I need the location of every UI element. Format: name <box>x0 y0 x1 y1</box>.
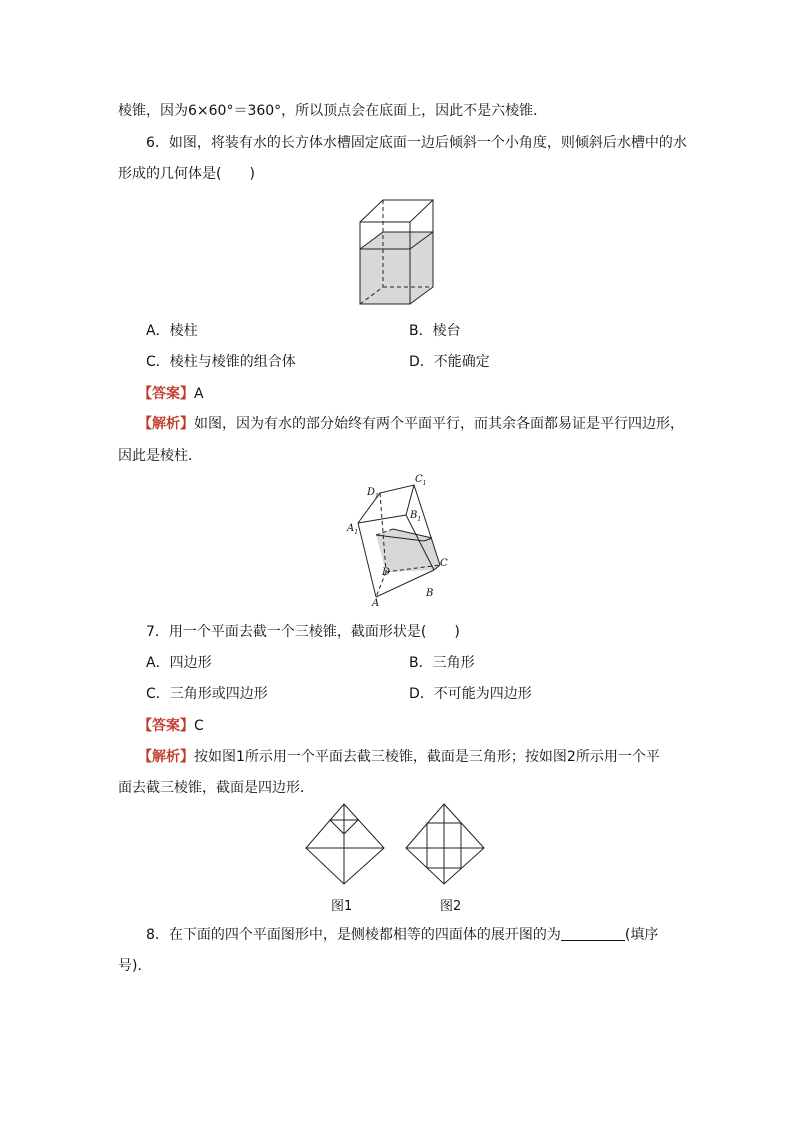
q6-option-b: B．棱台 <box>409 323 461 339</box>
label-b: B <box>426 588 434 599</box>
label-d: D <box>382 567 391 578</box>
q7-figure-1-pyramid <box>302 800 392 890</box>
answer-value: A <box>194 386 204 402</box>
analysis-tag: 【解析】 <box>138 749 194 765</box>
q7-stem: 7．用一个平面去截一个三棱锥，截面形状是( ) <box>146 624 460 640</box>
q6-analysis-line2: 因此是棱柱． <box>118 448 202 464</box>
fig1-caption: 图1 <box>331 899 353 914</box>
q8-stem-before: 8．在下面的四个平面图形中，是侧棱都相等的四面体的展开图的为 <box>146 927 561 943</box>
label-a: A <box>372 598 380 609</box>
q7-analysis-line1 <box>138 747 660 767</box>
q7-figure-2-pyramid <box>402 800 492 890</box>
q7-option-b: B．三角形 <box>409 655 475 671</box>
answer-value: C <box>194 718 204 734</box>
q7-analysis-line2: 面去截三棱锥，截面是四边形． <box>118 780 314 796</box>
answer-tag: 【答案】 <box>138 718 194 734</box>
q7-option-a: A．四边形 <box>146 655 212 671</box>
q7-answer <box>138 716 204 736</box>
q8-stem-line2: 号)． <box>118 958 152 974</box>
analysis-tag: 【解析】 <box>138 416 194 432</box>
analysis-text: 如图，因为有水的部分始终有两个平面平行，而其余各面都易证是平行四边形， <box>194 416 684 432</box>
q7-option-d: D．不可能为四边形 <box>409 686 532 702</box>
q6-option-a: A．棱柱 <box>146 323 198 339</box>
label-c1: $C_1$ <box>415 474 427 487</box>
fig2-caption: 图2 <box>440 899 462 914</box>
q6-figure-tank <box>350 192 450 317</box>
label-b1: $B_1$ <box>410 510 422 523</box>
q6-option-d: D．不能确定 <box>409 354 490 370</box>
q6-figure-tilted-prism <box>340 475 460 610</box>
q6-stem-line1: 6．如图，将装有水的长方体水槽固定底面一边后倾斜一个小角度，则倾斜后水槽中的水 <box>146 135 687 151</box>
q8-stem-after: (填序 <box>624 927 659 943</box>
label-a1: $A_1$ <box>347 523 359 536</box>
q8-answer-blank[interactable] <box>561 926 625 941</box>
q6-option-c: C．棱柱与棱锥的组合体 <box>146 354 296 370</box>
label-c: C <box>440 558 448 569</box>
q6-answer <box>138 384 204 404</box>
analysis-text: 按如图1所示用一个平面去截三棱锥，截面是三角形；按如图2所示用一个平 <box>194 749 660 765</box>
q7-option-c: C．三角形或四边形 <box>146 686 268 702</box>
q6-stem-line2: 形成的几何体是( ) <box>118 166 255 182</box>
intro-line: 棱锥，因为6×60°＝360°，所以顶点会在底面上，因此不是六棱锥． <box>118 103 548 119</box>
q6-analysis-line1 <box>138 414 684 434</box>
label-d1: $D_1$ <box>367 487 379 500</box>
q8-stem-line1 <box>146 925 658 945</box>
answer-tag: 【答案】 <box>138 386 194 402</box>
